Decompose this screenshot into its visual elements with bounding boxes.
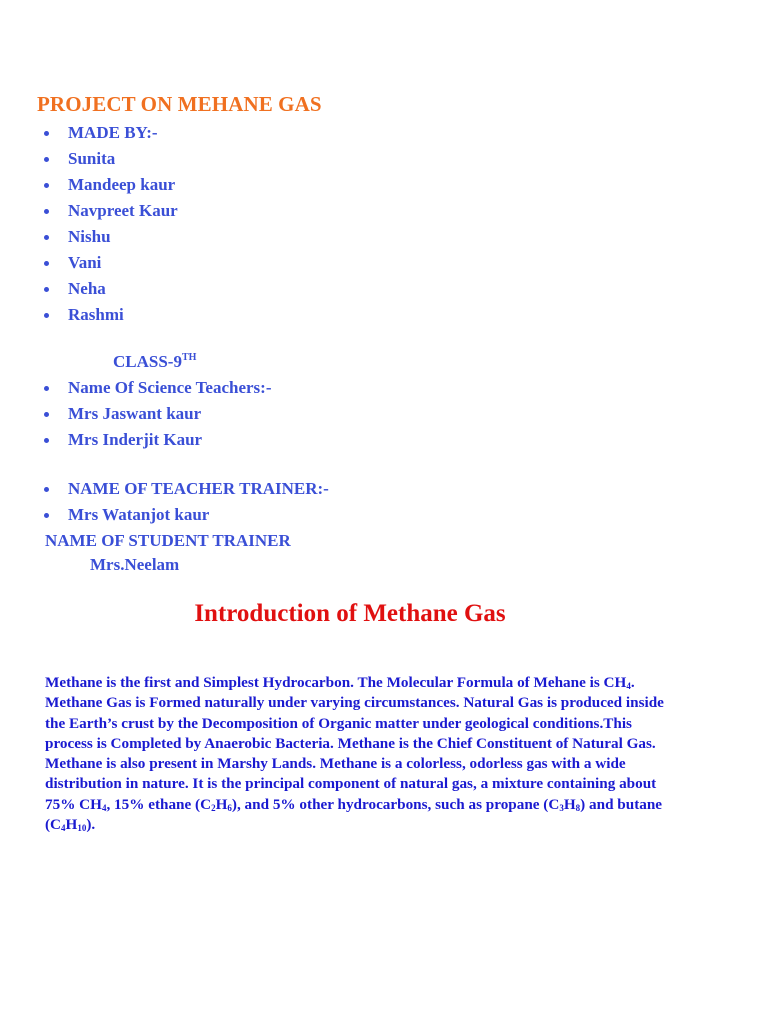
section-title: Introduction of Methane Gas (194, 600, 506, 627)
team-list (40, 120, 178, 328)
list-item: NAME OF TEACHER TRAINER:- (40, 476, 329, 502)
list-item: Navpreet Kaur (40, 198, 178, 224)
student-trainer-label: NAME OF STUDENT TRAINER (45, 531, 291, 550)
list-item: MADE BY:- (40, 120, 178, 146)
intro-paragraph: Methane is the first and Simplest Hydrocarbon. The Molecular Formula of Mehane is $CH_4$. Methane Gas is Formed naturally under varying circumstances. Natural Gas is produced inside the Earth’s crust by the Decomposition of Organic matter under geological conditions.This process is Completed by Anaerobic Bacteria. Methane is the Chief Constituent of Natural Gas. Methane is also present in Marshy Lands. Methane is a colorless, odorless gas with a wide distribution in nature. It is the principal component of natural gas, a mixture containing about 75% $CH_4$, 15% ethane $(C_2H_6)$, and 5% other hydrocarbons, such as propane $(C_3H_8)$ and butane $(C_4H_{10})$. (45, 674, 664, 834)
list-item: Sunita (40, 146, 178, 172)
list-item: Neha (40, 276, 178, 302)
list-item: Mrs Watanjot kaur (40, 502, 329, 528)
list-item: Mrs Jaswant kaur (40, 401, 271, 427)
list-item: Rashmi (40, 302, 178, 328)
list-item: Vani (40, 250, 178, 276)
list-item: Mrs Inderjit Kaur (40, 427, 271, 453)
list-item: Mandeep kaur (40, 172, 178, 198)
student-trainer-name: Mrs.Neelam (90, 555, 180, 574)
teacher-trainer-list (40, 476, 329, 528)
list-item: Nishu (40, 224, 178, 250)
class-line (113, 352, 196, 372)
teachers-list (40, 375, 271, 453)
class-label: CLASS-9 (113, 352, 182, 371)
page-title: PROJECT ON MEHANE GAS (37, 92, 322, 116)
list-item: Name Of Science Teachers:- (40, 375, 271, 401)
class-superscript: TH (181, 352, 197, 363)
